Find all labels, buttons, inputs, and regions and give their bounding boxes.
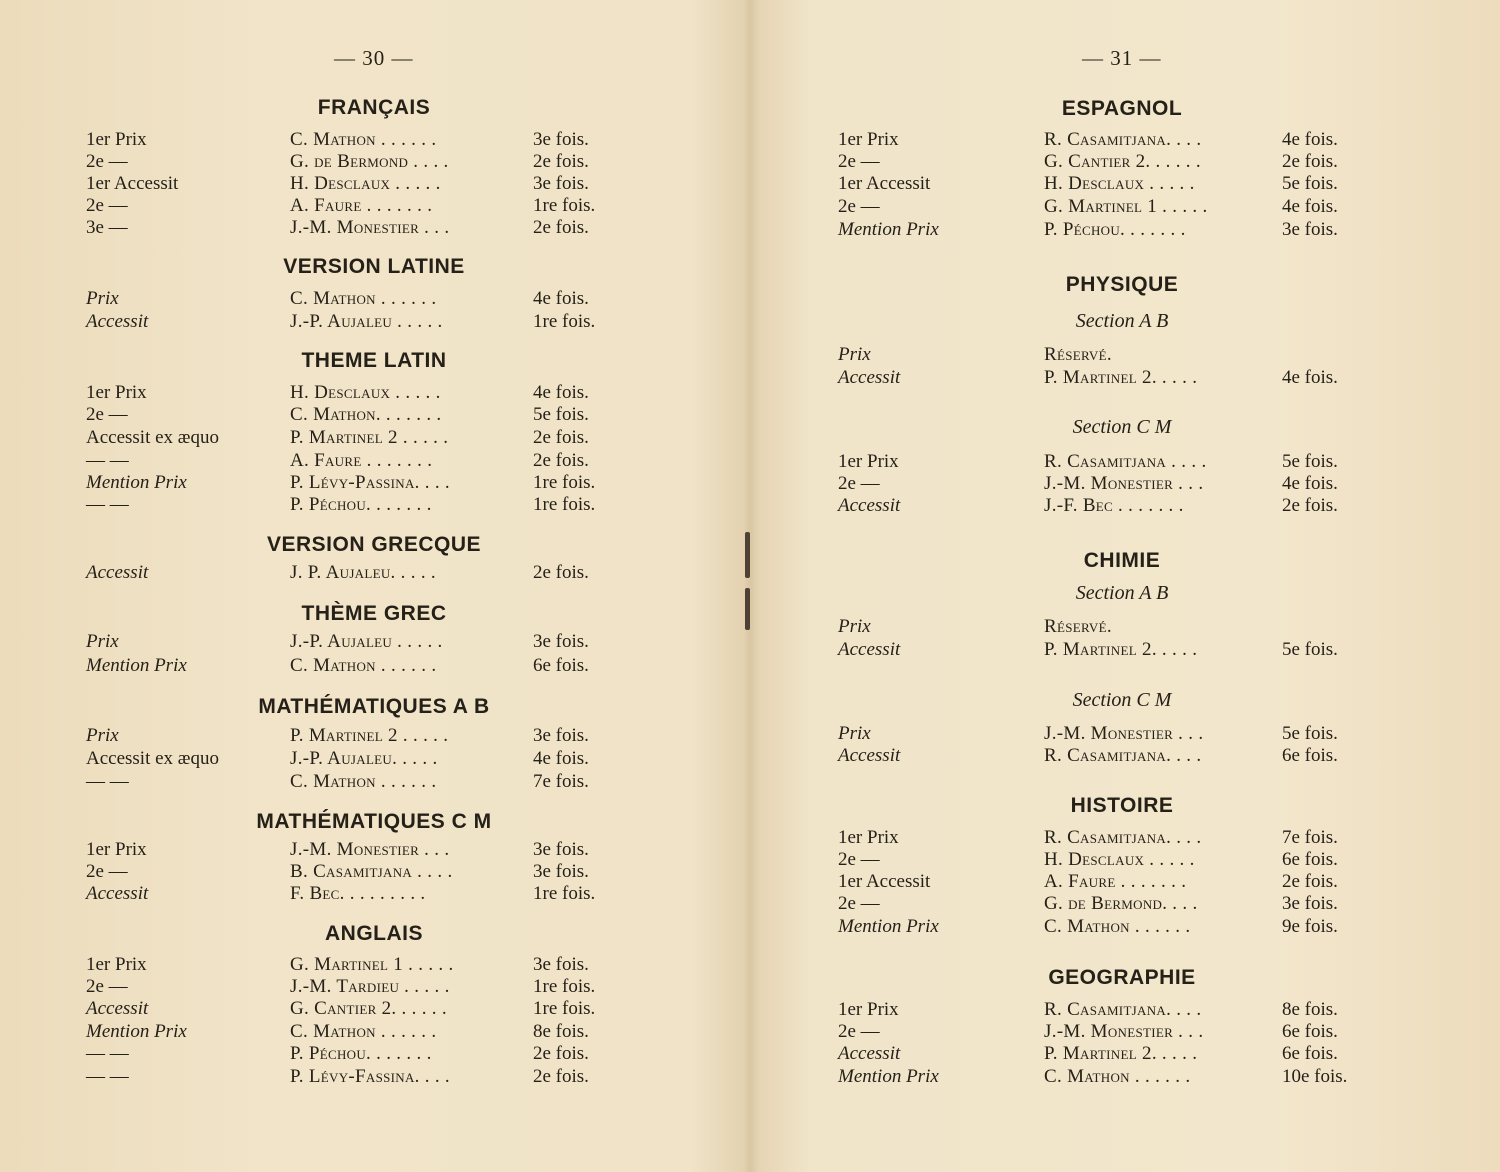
student-name: P. Péchou. . . . . . . (290, 1043, 432, 1064)
prize-label: Mention Prix (838, 916, 939, 937)
heading-theme-grec: THÈME GREC (301, 602, 447, 625)
prize-label: Prix (838, 344, 871, 365)
student-name: P. Martinel 2 . . . . . (290, 725, 449, 746)
student-name: J.-M. Monestier . . . (290, 839, 450, 860)
times-count: 2e fois. (1282, 495, 1338, 516)
prize-label: Mention Prix (86, 472, 187, 493)
prize-label: 1er Prix (838, 999, 899, 1020)
prize-label: 2e — (838, 473, 880, 494)
prize-row (86, 1021, 606, 1045)
times-count: 4e fois. (1282, 196, 1338, 217)
student-name: G. Cantier 2. . . . . . (290, 998, 447, 1019)
times-count: 4e fois. (1282, 129, 1338, 150)
student-name: C. Mathon . . . . . . (290, 129, 437, 150)
student-name: J.-M. Monestier . . . (1044, 723, 1204, 744)
prize-label: 2e — (86, 976, 128, 997)
times-count: 6e fois. (1282, 745, 1338, 766)
heading-geographie: GEOGRAPHIE (1048, 966, 1196, 989)
prize-label: — — (86, 1043, 129, 1064)
student-name: C. Mathon . . . . . . (290, 1021, 437, 1042)
student-name: P. Péchou. . . . . . . (290, 494, 432, 515)
heading-francais: FRANÇAIS (317, 96, 431, 119)
prize-row (86, 998, 606, 1022)
heading-chimie: CHIMIE (1083, 549, 1161, 572)
prize-row (838, 893, 1358, 917)
heading-version-grecque: VERSION GRECQUE (266, 533, 482, 556)
prize-label: Prix (86, 288, 119, 309)
subheading-section-a-b: Section A B (1075, 310, 1169, 332)
prize-row (86, 427, 606, 451)
times-count: 2e fois. (533, 562, 589, 583)
prize-label: 1er Prix (838, 129, 899, 150)
prize-row (86, 839, 606, 863)
student-name: J.-P. Aujaleu . . . . . (290, 311, 443, 332)
prize-row (86, 173, 606, 197)
student-name: G. de Bermond. . . . (1044, 893, 1198, 914)
prize-label: 1er Accessit (86, 173, 179, 194)
prize-row (86, 217, 606, 241)
times-count: 2e fois. (533, 217, 589, 238)
student-name: H. Desclaux . . . . . (1044, 849, 1195, 870)
prize-label: 1er Accessit (838, 173, 931, 194)
times-count: 6e fois. (1282, 1021, 1338, 1042)
prize-label: 2e — (86, 151, 128, 172)
prize-label: 1er Accessit (838, 871, 931, 892)
prize-row (86, 382, 606, 406)
times-count: 2e fois. (533, 450, 589, 471)
heading-version-latine: VERSION LATINE (283, 255, 465, 278)
times-count: 2e fois. (533, 1043, 589, 1064)
student-name: P. Péchou. . . . . . . (1044, 219, 1186, 240)
prize-row (838, 1066, 1358, 1090)
subheading-section-a-b: Section A B (1075, 582, 1169, 604)
prize-row (838, 367, 1358, 391)
student-name: C. Mathon . . . . . . (290, 771, 437, 792)
prize-row (838, 196, 1358, 220)
student-name: G. de Bermond . . . . (290, 151, 449, 172)
times-count: 4e fois. (1282, 473, 1338, 494)
prize-label: Mention Prix (86, 1021, 187, 1042)
times-count: 2e fois. (1282, 151, 1338, 172)
times-count: 7e fois. (1282, 827, 1338, 848)
prize-row (86, 494, 606, 518)
times-count: 4e fois. (533, 288, 589, 309)
times-count: 9e fois. (1282, 916, 1338, 937)
heading-mathematiques-a-b: MATHÉMATIQUES A B (258, 695, 490, 718)
times-count: 1re fois. (533, 311, 596, 332)
prize-label: 2e — (838, 893, 880, 914)
subheading-section-c-m: Section C M (1072, 416, 1172, 438)
heading-espagnol: ESPAGNOL (1061, 97, 1183, 120)
prize-row (838, 344, 1358, 368)
student-name: J.-M. Monestier . . . (1044, 1021, 1204, 1042)
student-name: J.-M. Monestier . . . (290, 217, 450, 238)
prize-label: Accessit (838, 639, 901, 660)
prize-row (838, 151, 1358, 175)
prize-row (86, 725, 606, 749)
times-count: 5e fois. (1282, 639, 1338, 660)
prize-row (838, 495, 1358, 519)
student-name: B. Casamitjana . . . . (290, 861, 453, 882)
student-name: C. Mathon . . . . . . (290, 288, 437, 309)
student-name: A. Faure . . . . . . . (1044, 871, 1187, 892)
student-name: R. Casamitjana. . . . (1044, 999, 1202, 1020)
student-name: C. Mathon . . . . . . (1044, 1066, 1191, 1087)
prize-label: — — (86, 494, 129, 515)
prize-row (86, 311, 606, 335)
student-name: J.-P. Aujaleu . . . . . (290, 631, 443, 652)
prize-label: Mention Prix (838, 219, 939, 240)
times-count: 3e fois. (1282, 893, 1338, 914)
prize-label: Accessit (86, 562, 149, 583)
times-count: 1re fois. (533, 494, 596, 515)
times-count: 5e fois. (1282, 173, 1338, 194)
prize-row (86, 748, 606, 772)
student-name: J.-P. Aujaleu. . . . . (290, 748, 438, 769)
prize-label: 2e — (86, 195, 128, 216)
prize-label: Accessit ex æquo (86, 427, 219, 448)
times-count: 1re fois. (533, 195, 596, 216)
student-name: C. Mathon . . . . . . (290, 655, 437, 676)
times-count: 3e fois. (533, 173, 589, 194)
prize-row (838, 1043, 1358, 1067)
prize-row (86, 883, 606, 907)
prize-row (86, 562, 606, 586)
prize-label: Accessit (86, 883, 149, 904)
prize-row (86, 861, 606, 885)
times-count: 6e fois. (1282, 849, 1338, 870)
prize-label: — — (86, 771, 129, 792)
student-name: Réservé. (1044, 344, 1112, 365)
prize-row (86, 195, 606, 219)
heading-anglais: ANGLAIS (325, 922, 423, 945)
page-number: — 30 — (334, 46, 414, 70)
prize-label: 1er Prix (86, 954, 147, 975)
prize-row (86, 1043, 606, 1067)
prize-label: Accessit ex æquo (86, 748, 219, 769)
prize-label: Accessit (838, 745, 901, 766)
prize-row (86, 954, 606, 978)
student-name: H. Desclaux . . . . . (290, 173, 441, 194)
prize-row (86, 976, 606, 1000)
prize-row (86, 655, 606, 679)
prize-label: 2e — (86, 404, 128, 425)
prize-row (838, 916, 1358, 940)
prize-row (838, 129, 1358, 153)
prize-label: 1er Prix (838, 451, 899, 472)
times-count: 3e fois. (533, 861, 589, 882)
prize-row (86, 151, 606, 175)
prize-label: 2e — (838, 849, 880, 870)
student-name: F. Bec. . . . . . . . . (290, 883, 426, 904)
prize-label: 1er Prix (86, 839, 147, 860)
prize-label: Accessit (838, 367, 901, 388)
prize-label: — — (86, 450, 129, 471)
student-name: J. P. Aujaleu. . . . . (290, 562, 436, 583)
times-count: 2e fois. (533, 151, 589, 172)
student-name: G. Martinel 1 . . . . . (1044, 196, 1208, 217)
prize-row (838, 616, 1358, 640)
prize-row (838, 999, 1358, 1023)
times-count: 3e fois. (533, 129, 589, 150)
student-name: Réservé. (1044, 616, 1112, 637)
prize-label: Mention Prix (86, 655, 187, 676)
times-count: 8e fois. (1282, 999, 1338, 1020)
student-name: R. Casamitjana . . . . (1044, 451, 1207, 472)
heading-histoire: HISTOIRE (1070, 794, 1174, 817)
student-name: J.-F. Bec . . . . . . . (1044, 495, 1184, 516)
student-name: H. Desclaux . . . . . (290, 382, 441, 403)
prize-label: 2e — (838, 196, 880, 217)
times-count: 2e fois. (1282, 871, 1338, 892)
student-name: R. Casamitjana. . . . (1044, 129, 1202, 150)
prize-row (838, 639, 1358, 663)
times-count: 5e fois. (1282, 723, 1338, 744)
times-count: 1re fois. (533, 976, 596, 997)
page-number: — 31 — (1082, 46, 1162, 70)
prize-label: 1er Prix (86, 382, 147, 403)
prize-row (838, 723, 1358, 747)
prize-row (838, 219, 1358, 243)
prize-row (86, 631, 606, 655)
prize-label: 2e — (86, 861, 128, 882)
student-name: P. Martinel 2. . . . . (1044, 367, 1198, 388)
student-name: R. Casamitjana. . . . (1044, 827, 1202, 848)
prize-label: 2e — (838, 151, 880, 172)
prize-label: Prix (86, 631, 119, 652)
student-name: G. Cantier 2. . . . . . (1044, 151, 1201, 172)
times-count: 4e fois. (533, 748, 589, 769)
prize-row (86, 1066, 606, 1090)
prize-label: Mention Prix (838, 1066, 939, 1087)
prize-row (838, 745, 1358, 769)
prize-label: 2e — (838, 1021, 880, 1042)
times-count: 3e fois. (533, 954, 589, 975)
times-count: 4e fois. (533, 382, 589, 403)
prize-row (838, 871, 1358, 895)
times-count: 5e fois. (1282, 451, 1338, 472)
prize-label: 1er Prix (838, 827, 899, 848)
times-count: 4e fois. (1282, 367, 1338, 388)
student-name: H. Desclaux . . . . . (1044, 173, 1195, 194)
heading-theme-latin: THEME LATIN (301, 349, 447, 372)
prize-row (86, 129, 606, 153)
prize-row (838, 827, 1358, 851)
prize-row (86, 404, 606, 428)
times-count: 6e fois. (1282, 1043, 1338, 1064)
prize-row (838, 451, 1358, 475)
times-count: 7e fois. (533, 771, 589, 792)
prize-row (86, 771, 606, 795)
subheading-section-c-m: Section C M (1072, 689, 1172, 711)
times-count: 2e fois. (533, 427, 589, 448)
times-count: 3e fois. (1282, 219, 1338, 240)
student-name: G. Martinel 1 . . . . . (290, 954, 454, 975)
student-name: J.-M. Monestier . . . (1044, 473, 1204, 494)
prize-row (86, 450, 606, 474)
student-name: P. Martinel 2 . . . . . (290, 427, 449, 448)
student-name: J.-M. Tardieu . . . . . (290, 976, 450, 997)
prize-row (838, 173, 1358, 197)
student-name: P. Lévy-Fassina. . . . (290, 1066, 450, 1087)
prize-label: Accessit (86, 311, 149, 332)
times-count: 1re fois. (533, 883, 596, 904)
heading-physique: PHYSIQUE (1065, 273, 1179, 296)
prize-row (86, 288, 606, 312)
prize-row (838, 1021, 1358, 1045)
times-count: 6e fois. (533, 655, 589, 676)
prize-label: Accessit (838, 1043, 901, 1064)
times-count: 8e fois. (533, 1021, 589, 1042)
page-left (0, 0, 748, 1172)
student-name: A. Faure . . . . . . . (290, 450, 433, 471)
student-name: R. Casamitjana. . . . (1044, 745, 1202, 766)
page-right (752, 0, 1500, 1172)
heading-mathematiques-c-m: MATHÉMATIQUES C M (256, 810, 492, 833)
prize-row (86, 472, 606, 496)
times-count: 3e fois. (533, 839, 589, 860)
student-name: P. Martinel 2. . . . . (1044, 1043, 1198, 1064)
prize-label: 1er Prix (86, 129, 147, 150)
prize-label: Prix (86, 725, 119, 746)
times-count: 10e fois. (1282, 1066, 1348, 1087)
student-name: P. Lévy-Passina. . . . (290, 472, 450, 493)
prize-label: Accessit (86, 998, 149, 1019)
times-count: 3e fois. (533, 725, 589, 746)
times-count: 1re fois. (533, 998, 596, 1019)
student-name: C. Mathon . . . . . . (1044, 916, 1191, 937)
prize-label: Accessit (838, 495, 901, 516)
student-name: C. Mathon. . . . . . . (290, 404, 442, 425)
student-name: A. Faure . . . . . . . (290, 195, 433, 216)
student-name: P. Martinel 2. . . . . (1044, 639, 1198, 660)
times-count: 2e fois. (533, 1066, 589, 1087)
times-count: 3e fois. (533, 631, 589, 652)
prize-row (838, 849, 1358, 873)
prize-row (838, 473, 1358, 497)
prize-label: Prix (838, 616, 871, 637)
prize-label: 3e — (86, 217, 128, 238)
prize-label: — — (86, 1066, 129, 1087)
times-count: 5e fois. (533, 404, 589, 425)
times-count: 1re fois. (533, 472, 596, 493)
prize-label: Prix (838, 723, 871, 744)
